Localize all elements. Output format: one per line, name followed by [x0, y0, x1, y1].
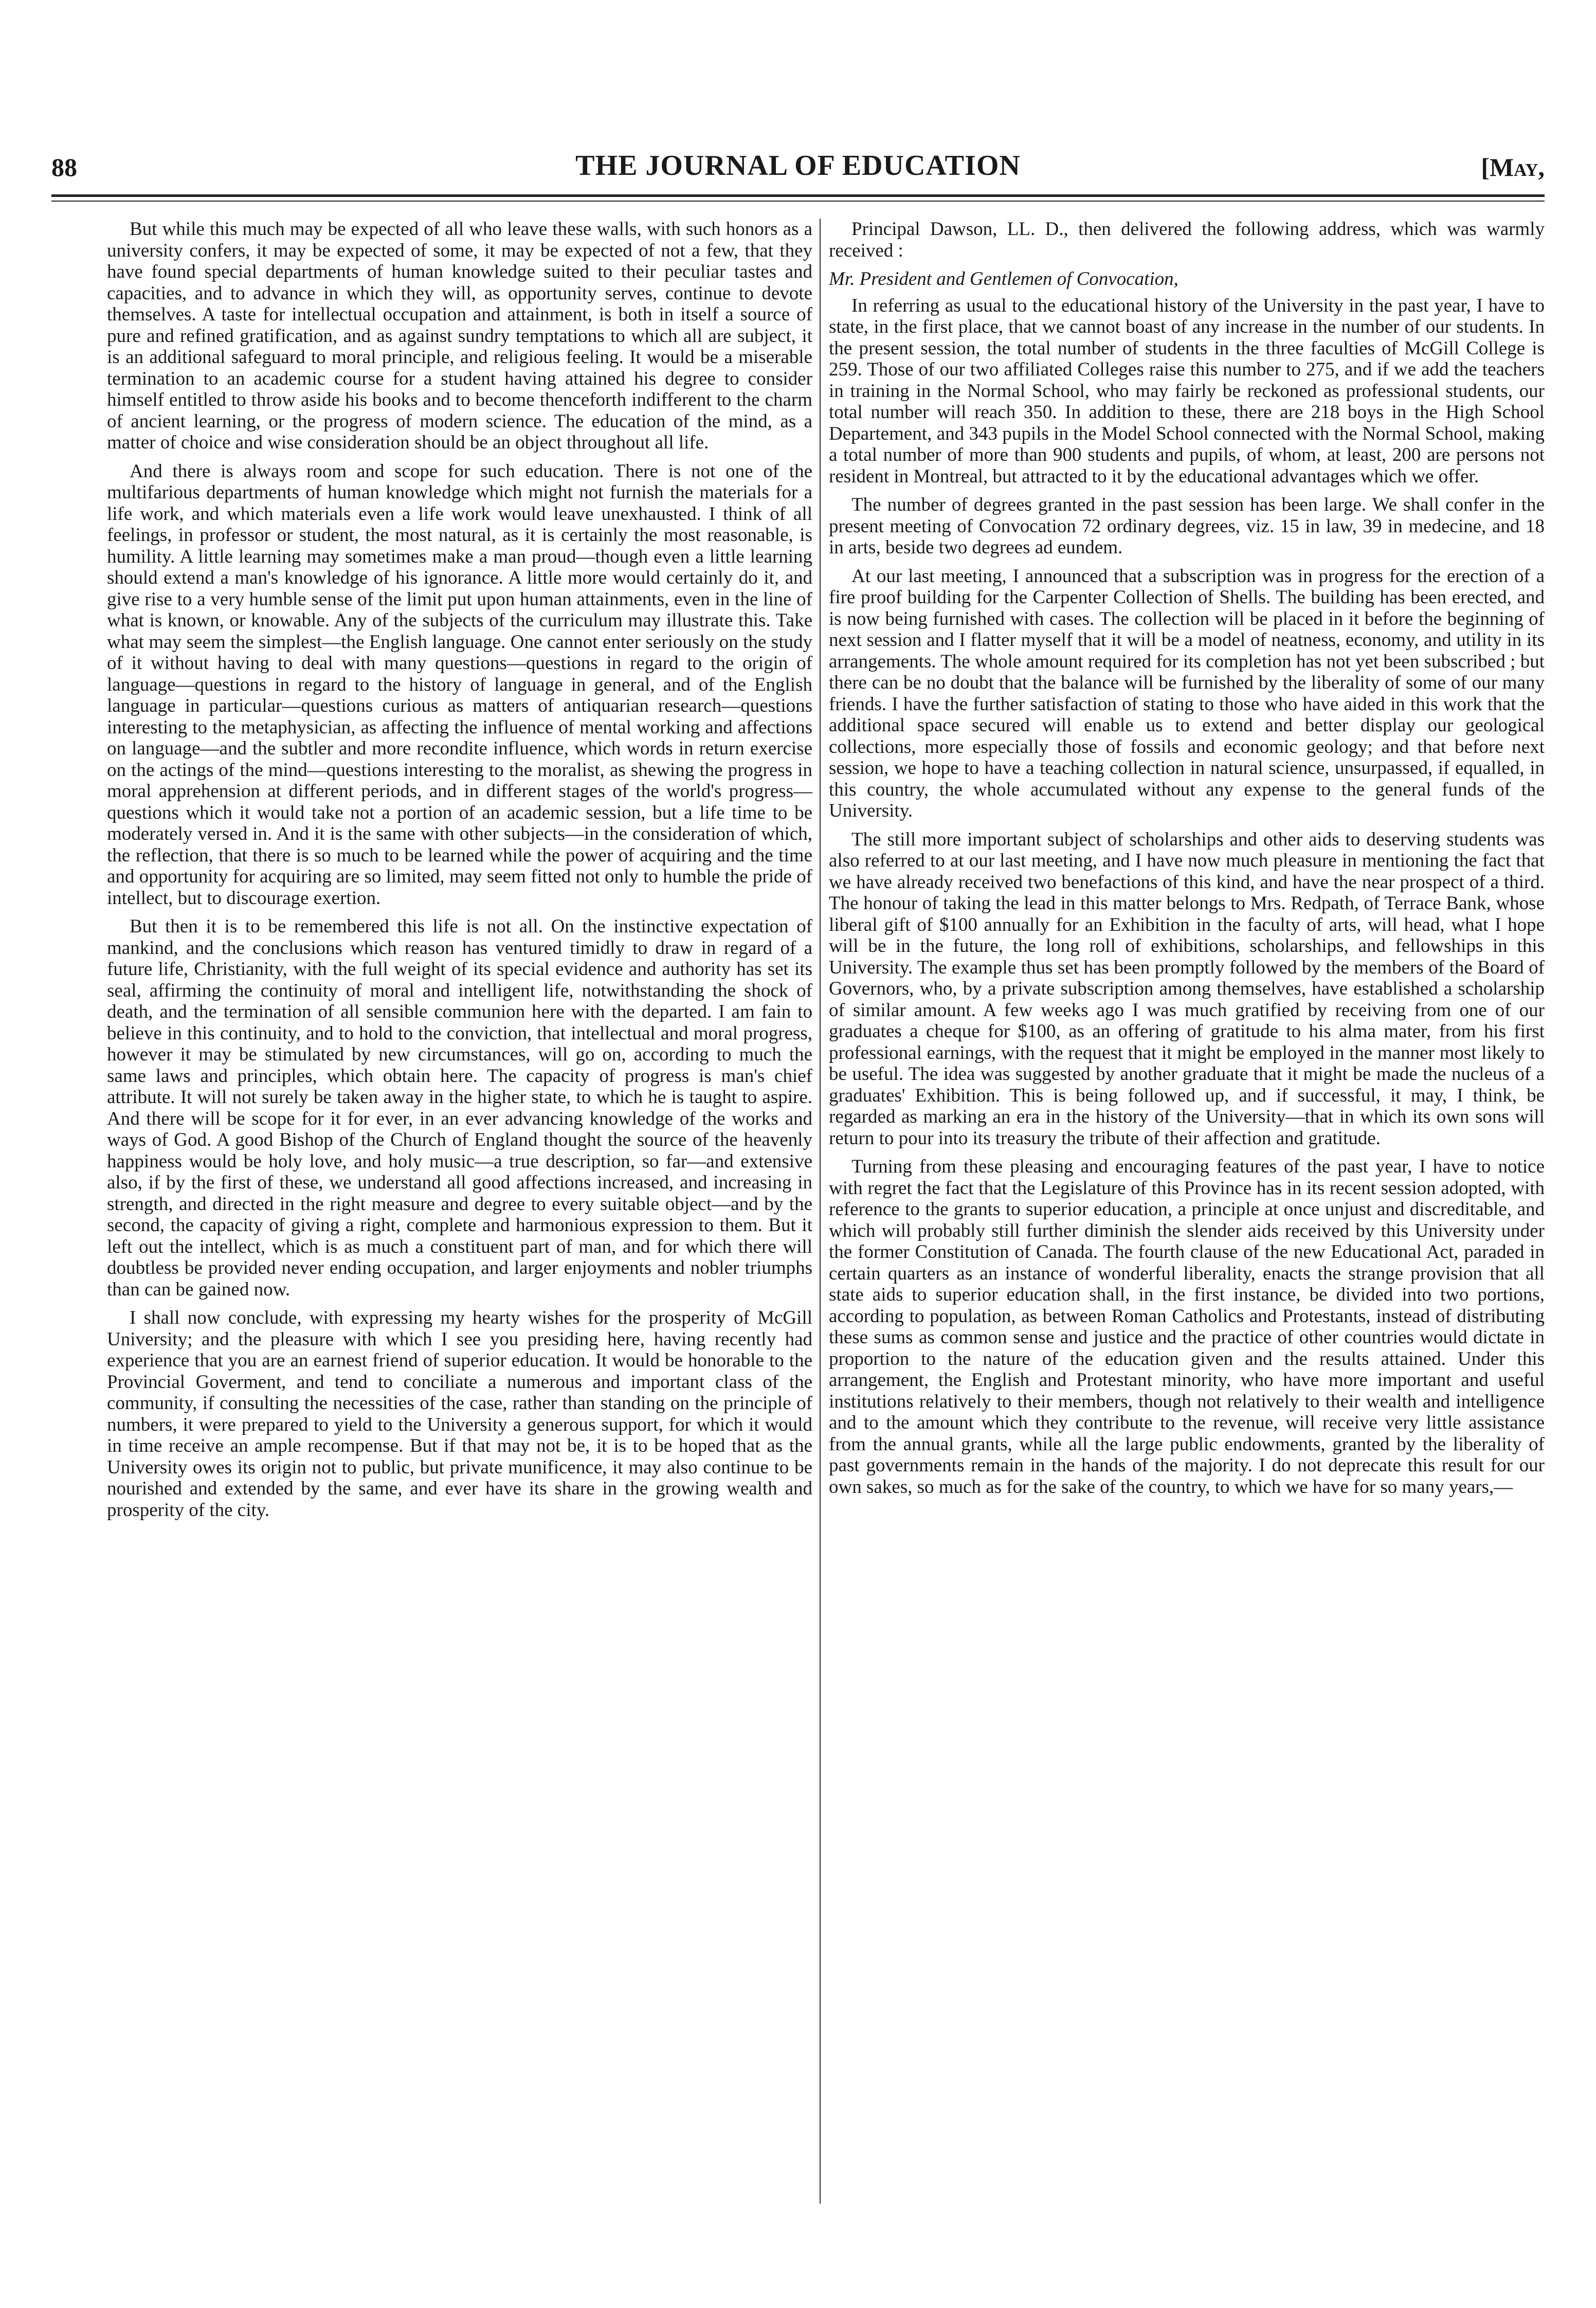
page-header — [51, 149, 1545, 190]
running-date: [May, — [1481, 153, 1545, 182]
right-paragraph-2: The number of degrees granted in the past session has been large. We shall confer in the present meeting of Convocation 72 ordinary degrees, viz. 15 in law, 39 in medecine, and 18 in arts, beside two degrees ad eundem. — [829, 494, 1545, 558]
address-intro: Principal Dawson, LL. D., then delivered the following address, which was warmly received : — [829, 219, 1545, 261]
header-rule-thick — [51, 194, 1545, 197]
left-paragraph-2: And there is always room and scope for such education. There is not one of the multifarious departments of human knowledge which might not furnish the materials for a life work, and which materials even a life work would leave unexhausted. I think of all feelings, in professor or student, the most natural, as it is certainly the most reasonable, is humility. A little learning may sometimes make a man proud—though even a little learning should extend a man's knowledge of his ignorance. A little more would certainly do it, and give rise to a very humble sense of the limit put upon human attainments, even in the line of what is known, or knowable. Any of the subjects of the curriculum may illustrate this. Take what may seem the simplest—the English language. One cannot enter seriously on the study of it without having to deal with many questions—questions in regard to the origin of language—questions in regard to the history of language in general, and of the English language in particular—questions curious as matters of antiquarian research—questions interesting to the metaphysician, as affecting the influence of mental working and affections on language—and the subtler and more recondite influence, which words in return exercise on the actings of the mind—questions interesting to the moralist, as shewing the progress in moral apprehension at different periods, and in different stages of the world's progress—questions which it would take not a portion of an academic session, but a life time to be moderately versed in. And it is the same with other subjects—in the consideration of which, the reflection, that there is so much to be learned while the power of acquiring and the time and opportunity for acquiring are so limited, may seem fitted not only to humble the pride of intellect, but to discourage exertion. — [107, 460, 812, 909]
right-paragraph-1: In referring as usual to the educational history of the University in the past year, I have to state, in the first place, that we cannot boast of any increase in the number of our students. In the present session, the total number of students in the three faculties of McGill College is 259. Those of our two affiliated Colleges raise this number to 275, and if we add the teachers in training in the Normal School, who may fairly be reckoned as professional students, our total number will reach 350. In addition to these, there are 218 boys in the High School Departement, and 343 pupils in the Model School connected with the Normal School, making a total number of more than 900 students and pupils, of whom, at least, 200 are persons not resident in Montreal, but attracted to it by the educational advantages which we offer. — [829, 295, 1545, 487]
left-column — [107, 219, 812, 2214]
address-salutation: Mr. President and Gentlemen of Convocation, — [829, 268, 1178, 290]
page-number: 88 — [51, 153, 77, 182]
right-column — [829, 219, 1545, 2214]
header-rule-thin — [51, 201, 1545, 202]
right-paragraph-3: At our last meeting, I announced that a subscription was in progress for the erection of a fire proof building for the Carpenter Collection of Shells. The building has been erected, and is now being furnished with cases. The collection will be placed in it before the beginning of next session and I flatter myself that it will be a model of neatness, economy, and utility in its arrangements. The whole amount required for its completion has not yet been subscribed ; but there can be no doubt that the balance will be furnished by the liberality of some of our many friends. I have the further satisfaction of stating to those who have aided in this work that the additional space secured will enable us to extend and better display our geological collections, more especially those of fossils and economic geology; and that before next session, we hope to have a teaching collection in natural science, unsurpassed, if equalled, in this country, the whole accumulated without any expense to the general funds of the University. — [829, 565, 1545, 821]
left-paragraph-3: But then it is to be remembered this life is not all. On the instinctive expectation of mankind, and the conclusions which reason has ventured timidly to draw in regard of a future life, Christianity, with the full weight of its special evidence and authority has set its seal, affirming the continuity of moral and intelligent life, notwithstanding the shock of death, and the termination of all sensible communion here with the departed. I am fain to believe in this continuity, and to hold to the conviction, that intellectual and moral progress, however it may be stimulated by new circumstances, will go on, according to much the same laws and principles, which obtain here. The capacity of progress is man's chief attribute. It will not surely be taken away in the higher state, to which he is taught to aspire. And there will be scope for it for ever, in an ever advancing knowledge of the works and ways of God. A good Bishop of the Church of England thought the source of the heavenly happiness would be holy love, and holy music—a true description, so far—and extensive also, if by the first of these, we understand all good affections increased, and increasing in strength, and directed in the right measure and degree to every suitable object—and by the second, the capacity of giving a right, complete and harmonious expression to them. But it left out the intellect, which is as much a constituent part of man, and for which there will doubtless be provided never ending occupation, and larger enjoyments and nobler triumphs than can be gained now. — [107, 916, 812, 1300]
running-title: THE JOURNAL OF EDUCATION — [575, 150, 1021, 182]
left-paragraph-1: But while this much may be expected of all who leave these walls, with such honors as a university confers, it may be expected of some, it may be expected of not a few, that they have found special departments of human knowledge suited to their peculiar tastes and capacities, and to advance in which they will, as opportunity serves, continue to devote themselves. A taste for intellectual occupation and attainment, is both in itself a source of pure and refined gratification, and as against sundry temptations to which all are subject, it is an additional safeguard to moral principle, and religious feeling. It would be a miserable termination to an academic course for a student having attained his degree to consider himself entitled to throw aside his books and to become thenceforth indifferent to the charm of ancient learning, or the progress of modern science. The education of the mind, as a matter of choice and wise consideration should be an object throughout all life. — [107, 219, 812, 453]
right-paragraph-5: Turning from these pleasing and encouraging features of the past year, I have to notice with regret the fact that the Legislature of this Province has in its recent session adopted, with reference to the grants to superior education, a principle at once unjust and discreditable, and which will probably still further diminish the slender aids received by this University under the former Constitution of Canada. The fourth clause of the new Educational Act, paraded in certain quarters as an instance of wonderful liberality, enacts the strange provision that all state aids to superior education shall, in the first instance, be divided into two portions, according to population, as between Roman Catholics and Protestants, instead of distributing these sums as common sense and justice and the practice of other countries would dictate in proportion to the nature of the education given and the results attained. Under this arrangement, the English and Protestant minority, who have more important and useful institutions relatively to their members, though not relatively to their wealth and intelligence and to the amount which they contribute to the revenue, will receive very little assistance from the annual grants, while all the large public endowments, granted by the liberality of past governments remain in the hands of the majority. I do not deprecate this result for our own sakes, so much as for the sake of the country, to which we have for so many years,— — [829, 1156, 1545, 1498]
right-paragraph-4: The still more important subject of scholarships and other aids to deserving students was also referred to at our last meeting, and I have now much pleasure in mentioning the fact that we have already received two benefactions of this kind, and have the near prospect of a third. The honour of taking the lead in this matter belongs to Mrs. Redpath, of Terrace Bank, whose liberal gift of $100 annually for an Exhibition in the faculty of arts, will head, what I hope will be in the future, the long roll of exhibitions, scholarships, and fellowships in this University. The example thus set has been promptly followed by the members of the Board of Governors, who, by a private subscription among themselves, have established a scholarship of similar amount. A few weeks ago I was much gratified by receiving from one of our graduates a cheque for $100, as an offering of gratitude to his alma mater, from his first professional earnings, with the request that it might be employed in the manner most likely to be useful. The idea was suggested by another graduate that it might be made the nucleus of a graduates' Exhibition. This is being followed up, and if successful, it may, I think, be regarded as marking an era in the history of the University—that in which its own sons will return to pour into its treasury the tribute of their affection and gratitude. — [829, 828, 1545, 1149]
left-paragraph-4: I shall now conclude, with expressing my hearty wishes for the prosperity of McGill University; and the pleasure with which I see you presiding here, having recently had experience that you are an earnest friend of superior education. It would be honorable to the Provincial Goverment, and tend to conciliate a numerous and important class of the community, if consulting the necessities of the case, rather than standing on the principle of numbers, it were prepared to yield to the University a generous support, for which it would in time receive an ample recompense. But if that may not be, it is to be hoped that as the University owes its origin not to public, but private munificence, it may also continue to be nourished and extended by the same, and ever have its share in the growing wealth and prosperity of the city. — [107, 1307, 812, 1521]
column-divider — [820, 219, 821, 2204]
